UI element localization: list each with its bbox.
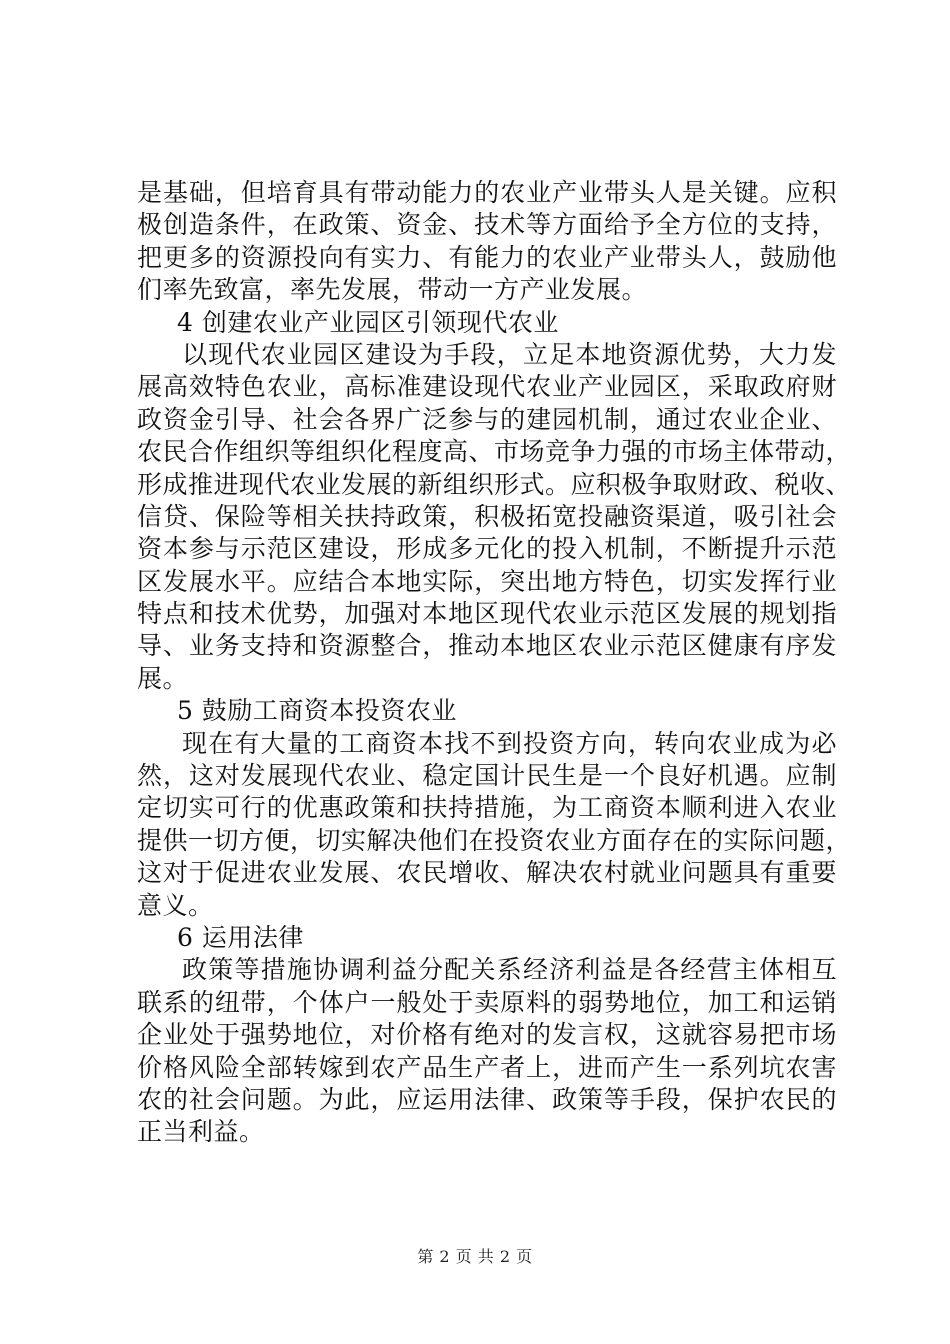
text-line: 这对于促进农业发展、农民增收、解决农村就业问题具有重要 xyxy=(137,858,837,888)
text-line: 农民合作组织等组织化程度高、市场竞争力强的市场主体带动， xyxy=(137,437,852,467)
text-line: 资本参与示范区建设，形成多元化的投入机制，不断提升示范 xyxy=(137,534,837,564)
text-line: 定切实可行的优惠政策和扶持措施，为工商资本顺利进入农业 xyxy=(137,793,837,823)
text-line: 信贷、保险等相关扶持政策，积极拓宽投融资渠道，吸引社会 xyxy=(137,501,837,531)
text-line: 现在有大量的工商资本找不到投资方向，转向农业成为必 xyxy=(182,728,837,758)
text-line: 们率先致富，率先发展，带动一方产业发展。 xyxy=(137,275,648,305)
text-line: 然，这对发展现代农业、稳定国计民生是一个良好机遇。应制 xyxy=(137,761,837,791)
text-line: 以现代农业园区建设为手段，立足本地资源优势，大力发 xyxy=(182,339,837,369)
text-line: 企业处于强势地位，对价格有绝对的发言权，这就容易把市场 xyxy=(137,1020,837,1050)
page-footer: 第 2 页 共 2 页 xyxy=(417,1247,533,1266)
section-heading-5: 5 鼓励工商资本投资农业 xyxy=(177,696,457,726)
text-line: 区发展水平。应结合本地实际，突出地方特色，切实发挥行业 xyxy=(137,566,837,596)
paragraph-industrial-park xyxy=(137,339,852,695)
text-line: 展高效特色农业，高标准建设现代农业产业园区，采取政府财 xyxy=(137,372,837,402)
text-line: 价格风险全部转嫁到农产品生产者上，进而产生一系列坑农害 xyxy=(137,1052,837,1082)
text-line: 是基础，但培育具有带动能力的农业产业带头人是关键。应积 xyxy=(137,178,837,207)
paragraph-apply-law xyxy=(137,954,837,1148)
text-line: 展。 xyxy=(137,663,189,693)
section-heading-4: 4 创建农业产业园区引领现代农业 xyxy=(177,307,559,337)
text-line: 导、业务支持和资源整合，推动本地区农业示范区健康有序发 xyxy=(137,631,837,661)
text-line: 政策等措施协调利益分配关系经济利益是各经营主体相互 xyxy=(182,955,837,985)
text-line: 把更多的资源投向有实力、有能力的农业产业带头人，鼓励他 xyxy=(137,242,837,272)
paragraph-business-capital xyxy=(137,728,852,922)
paragraph-continuation xyxy=(137,177,837,307)
text-line: 特点和技术优势，加强对本地区现代农业示范区发展的规划指 xyxy=(137,599,837,629)
section-heading-6: 6 运用法律 xyxy=(177,922,304,952)
text-line: 农的社会问题。为此，应运用法律、政策等手段，保护农民的 xyxy=(137,1084,837,1114)
text-line: 提供一切方便，切实解决他们在投资农业方面存在的实际问题， xyxy=(137,825,852,855)
text-line: 意义。 xyxy=(137,890,214,920)
text-line: 联系的纽带，个体户一般处于卖原料的弱势地位，加工和运销 xyxy=(137,987,837,1017)
text-line: 极创造条件，在政策、资金、技术等方面给予全方位的支持， xyxy=(137,210,837,240)
text-line: 形成推进现代农业发展的新组织形式。应积极争取财政、税收、 xyxy=(137,469,852,499)
document-body xyxy=(137,177,852,1149)
text-line: 政资金引导、社会各界广泛参与的建园机制，通过农业企业、 xyxy=(137,404,837,434)
text-line: 正当利益。 xyxy=(137,1117,265,1147)
